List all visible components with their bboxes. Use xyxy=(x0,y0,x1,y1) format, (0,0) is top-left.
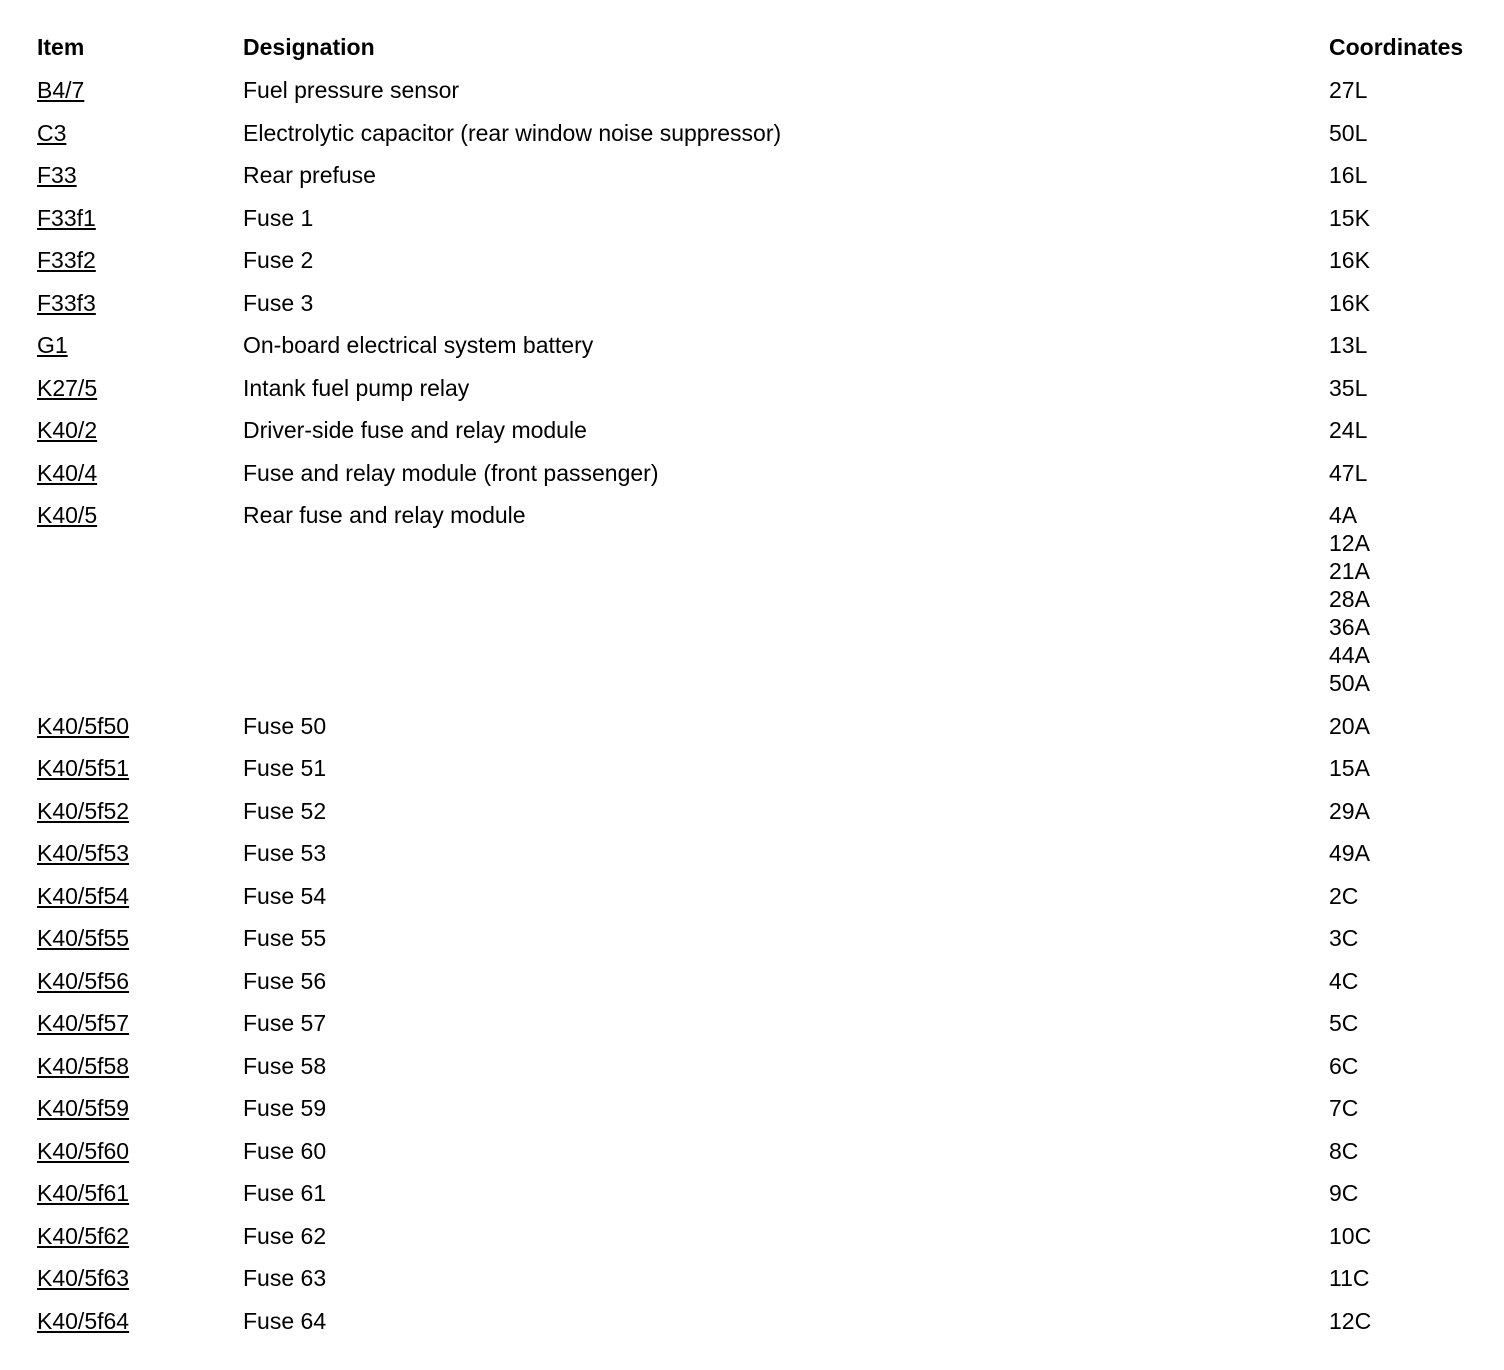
designation-text: Fuse 55 xyxy=(243,925,327,951)
item-link[interactable]: K40/5f58 xyxy=(37,1052,130,1079)
item-link[interactable]: C3 xyxy=(37,119,67,146)
coordinates-cell xyxy=(1329,1137,1358,1165)
item-link[interactable]: K40/2 xyxy=(37,417,98,443)
coordinates-cell xyxy=(1329,204,1370,232)
coordinates-cell xyxy=(1329,501,1370,697)
coordinate-value: 15A xyxy=(1329,755,1370,781)
designation-text: Fuse and relay module (front passenger) xyxy=(243,459,659,486)
coordinates-cell xyxy=(1329,161,1367,189)
coordinate-value: 28A xyxy=(1329,586,1370,612)
item-link[interactable]: K40/5f53 xyxy=(37,840,130,866)
item-link[interactable]: K40/5f62 xyxy=(37,1222,130,1249)
designation-text: Fuse 52 xyxy=(243,797,327,824)
coordinate-value: 10C xyxy=(1329,1222,1372,1249)
coordinate-value: 11C xyxy=(1329,1265,1370,1291)
coordinate-value: 36A xyxy=(1329,614,1370,640)
designation-text: Fuse 61 xyxy=(243,1180,327,1206)
coordinate-value: 49A xyxy=(1329,840,1370,866)
coordinate-value: 24L xyxy=(1329,417,1368,443)
designation-text: Fuse 59 xyxy=(243,1095,327,1121)
coordinates-cell xyxy=(1329,246,1370,274)
item-link[interactable]: F33f1 xyxy=(37,204,96,231)
header-coordinates: Coordinates xyxy=(1329,34,1464,60)
coordinates-cell xyxy=(1329,1094,1358,1122)
header-designation: Designation xyxy=(243,34,375,60)
coordinate-value: 5C xyxy=(1329,1010,1359,1036)
coordinate-value: 15K xyxy=(1329,204,1370,231)
item-link[interactable]: K40/5f60 xyxy=(37,1137,130,1164)
item-link[interactable]: K27/5 xyxy=(37,374,98,401)
coordinate-value: 50L xyxy=(1329,119,1368,146)
designation-text: On-board electrical system battery xyxy=(243,332,594,358)
coordinates-cell xyxy=(1329,119,1367,147)
coordinate-value: 16K xyxy=(1329,289,1370,316)
coordinate-value: 44A xyxy=(1329,642,1370,668)
item-link[interactable]: K40/4 xyxy=(37,459,98,486)
item-link[interactable]: K40/5f64 xyxy=(37,1307,130,1334)
designation-text: Fuel pressure sensor xyxy=(243,77,460,103)
designation-text: Fuse 3 xyxy=(243,289,314,316)
coordinate-value: 13L xyxy=(1329,332,1368,358)
coordinate-value: 29A xyxy=(1329,797,1370,824)
item-link[interactable]: K40/5f54 xyxy=(37,882,130,909)
designation-text: Rear fuse and relay module xyxy=(243,502,526,528)
coordinates-cell xyxy=(1329,374,1367,402)
item-link[interactable]: F33 xyxy=(37,162,77,188)
designation-text: Fuse 2 xyxy=(243,247,314,273)
designation-text: Driver-side fuse and relay module xyxy=(243,417,587,443)
item-link[interactable]: K40/5f63 xyxy=(37,1265,130,1291)
coordinates-cell xyxy=(1329,1052,1358,1080)
designation-text: Fuse 50 xyxy=(243,712,327,739)
coordinate-value: 4A xyxy=(1329,502,1358,528)
designation-text: Fuse 60 xyxy=(243,1137,327,1164)
coordinates-cell xyxy=(1329,967,1358,995)
designation-text: Electrolytic capacitor (rear window noise suppressor) xyxy=(243,119,782,146)
coordinates-cell xyxy=(1329,331,1367,359)
designation-text: Fuse 54 xyxy=(243,882,327,909)
item-link[interactable]: G1 xyxy=(37,332,68,358)
coordinate-value: 4C xyxy=(1329,967,1359,994)
item-link[interactable]: K40/5f51 xyxy=(37,755,130,781)
coordinate-value: 7C xyxy=(1329,1095,1359,1121)
coordinates-cell xyxy=(1329,1264,1370,1292)
designation-text: Fuse 53 xyxy=(243,840,327,866)
item-link[interactable]: K40/5f55 xyxy=(37,925,130,951)
designation-text: Fuse 57 xyxy=(243,1010,327,1036)
coordinates-cell xyxy=(1329,797,1370,825)
coordinate-value: 9C xyxy=(1329,1180,1359,1206)
coordinate-value: 35L xyxy=(1329,374,1368,401)
item-link[interactable]: K40/5f52 xyxy=(37,797,130,824)
item-link[interactable]: K40/5f56 xyxy=(37,967,130,994)
designation-text: Fuse 64 xyxy=(243,1307,327,1334)
item-link[interactable]: K40/5 xyxy=(37,502,98,528)
coordinates-cell xyxy=(1329,882,1358,910)
coordinate-value: 2C xyxy=(1329,882,1359,909)
coordinates-cell xyxy=(1329,1222,1371,1250)
coordinates-cell xyxy=(1329,1307,1371,1335)
coordinate-value: 3C xyxy=(1329,925,1359,951)
item-link[interactable]: F33f3 xyxy=(37,289,96,316)
item-link[interactable]: K40/5f57 xyxy=(37,1010,130,1036)
coordinate-value: 47L xyxy=(1329,459,1368,486)
coordinates-cell xyxy=(1329,76,1367,104)
coordinates-cell xyxy=(1329,289,1370,317)
designation-text: Rear prefuse xyxy=(243,162,376,188)
coordinates-cell xyxy=(1329,1179,1358,1207)
coordinate-value: 20A xyxy=(1329,712,1370,739)
designation-text: Fuse 51 xyxy=(243,755,327,781)
coordinate-value: 16K xyxy=(1329,247,1370,273)
coordinate-value: 21A xyxy=(1329,558,1370,584)
coordinates-cell xyxy=(1329,924,1358,952)
coordinates-cell xyxy=(1329,712,1370,740)
designation-text: Fuse 1 xyxy=(243,204,314,231)
designation-text: Intank fuel pump relay xyxy=(243,374,470,401)
coordinates-cell xyxy=(1329,754,1370,782)
designation-text: Fuse 63 xyxy=(243,1265,327,1291)
coordinate-value: 50A xyxy=(1329,670,1370,696)
designation-text: Fuse 58 xyxy=(243,1052,327,1079)
coordinate-value: 27L xyxy=(1329,77,1368,103)
coordinates-cell xyxy=(1329,1009,1358,1037)
designation-text: Fuse 62 xyxy=(243,1222,327,1249)
table-header xyxy=(0,33,1504,61)
designation-text: Fuse 56 xyxy=(243,967,327,994)
coordinates-cell xyxy=(1329,839,1370,867)
coordinate-value: 6C xyxy=(1329,1052,1359,1079)
coordinate-value: 8C xyxy=(1329,1137,1359,1164)
coordinates-cell xyxy=(1329,416,1367,444)
item-link[interactable]: K40/5f59 xyxy=(37,1095,130,1121)
coordinate-value: 12A xyxy=(1329,530,1370,556)
item-link[interactable]: B4/7 xyxy=(37,77,85,103)
item-link[interactable]: K40/5f61 xyxy=(37,1180,130,1206)
item-link[interactable]: K40/5f50 xyxy=(37,712,130,739)
header-item: Item xyxy=(37,34,85,60)
coordinates-cell xyxy=(1329,459,1367,487)
coordinate-value: 12C xyxy=(1329,1307,1372,1334)
item-link[interactable]: F33f2 xyxy=(37,247,96,273)
coordinate-value: 16L xyxy=(1329,162,1368,188)
